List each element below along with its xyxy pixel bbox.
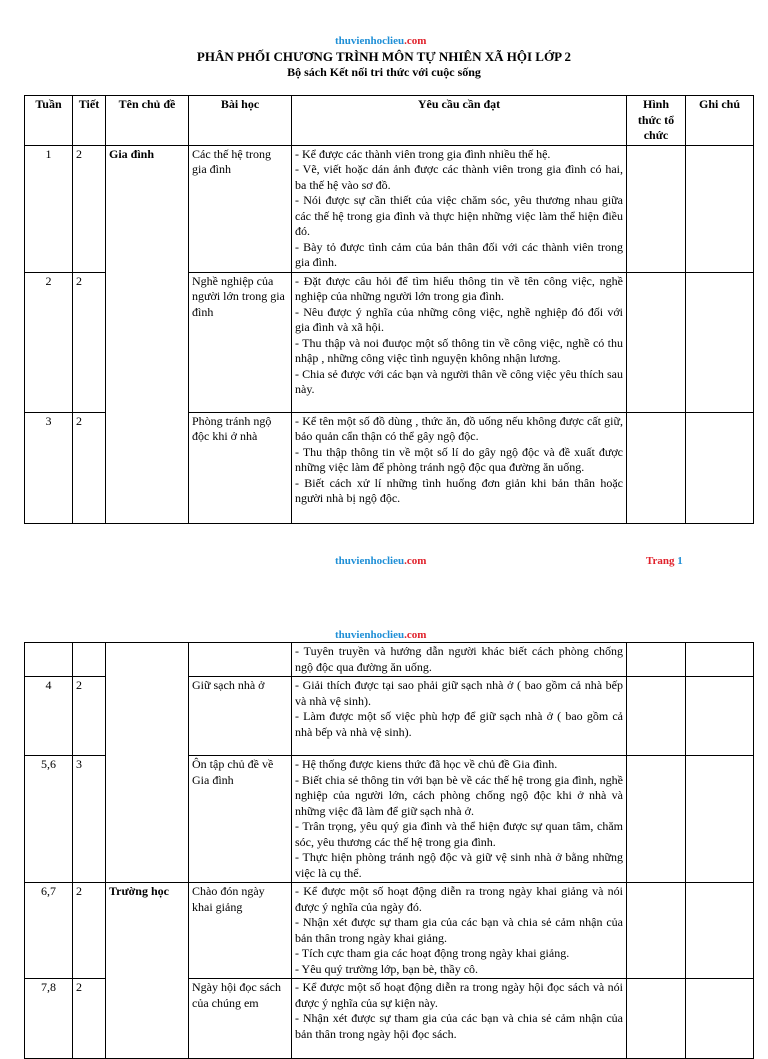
curriculum-table-page-1 xyxy=(24,95,754,524)
requirement-line: - Tuyên truyền và hướng dẫn người khác biết cách phòng chống ngộ độc qua đường ăn uống. xyxy=(295,644,623,674)
header-ghi-chu: Ghi chú xyxy=(686,96,754,146)
cell-tiet: 2 xyxy=(73,145,106,272)
cell-chu-de xyxy=(106,272,189,412)
header-tiet: Tiết xyxy=(73,96,106,146)
cell-yeu-cau xyxy=(292,643,627,677)
header-bai-hoc: Bài học xyxy=(189,96,292,146)
cell-bai-hoc xyxy=(189,643,292,677)
cell-bai-hoc: Chào đón ngày khai giảng xyxy=(189,883,292,979)
cell-chu-de xyxy=(106,756,189,883)
cell-bai-hoc: Nghề nghiệp của người lớn trong gia đình xyxy=(189,272,292,412)
header-hinh-thuc: Hình thức tổ chức xyxy=(627,96,686,146)
requirement-line: - Kể được một số hoạt động diễn ra trong ngày khai giảng và nói được ý nghĩa của ngày đó. xyxy=(295,884,623,914)
cell-chu-de: Trường học xyxy=(106,883,189,979)
cell-hinh-thuc xyxy=(627,272,686,412)
cell-ghi-chu xyxy=(686,643,754,677)
cell-ghi-chu xyxy=(686,412,754,523)
requirement-line: - Làm được một số việc phù hợp để giữ sạch nhà ở ( bao gồm cả nhà bếp và nhà vệ sinh). xyxy=(295,709,623,739)
requirement-line: - Thực hiện phòng tránh ngộ độc và giữ vệ sinh nhà ở bằng những việc là cụ thể. xyxy=(295,850,623,880)
cell-yeu-cau xyxy=(292,272,627,412)
cell-yeu-cau xyxy=(292,883,627,979)
requirement-line: - Thu thập và noi đuưọc một số thông tin về công việc, nghề có thu nhập , những công việc tình nguyện không nhận lương. xyxy=(295,335,623,365)
table-row xyxy=(25,272,754,412)
requirement-line: - Kể tên một số đồ dùng , thức ăn, đồ uống nếu không được cất giữ, bảo quản cẩn thận có thể gây ngộ độc. xyxy=(295,413,623,443)
cell-chu-de xyxy=(106,979,189,1059)
table-row xyxy=(25,677,754,756)
cell-hinh-thuc xyxy=(627,643,686,677)
cell-bai-hoc: Ôn tập chủ đề về Gia đình xyxy=(189,756,292,883)
cell-yeu-cau xyxy=(292,145,627,272)
cell-ghi-chu xyxy=(686,272,754,412)
cell-ghi-chu xyxy=(686,979,754,1059)
cell-ghi-chu xyxy=(686,756,754,883)
cell-chu-de xyxy=(106,412,189,523)
header-yeu-cau: Yêu cầu cần đạt xyxy=(292,96,627,146)
requirement-line: - Hệ thống được kiens thức đã học về chủ đề Gia đình. xyxy=(295,757,558,771)
cell-ghi-chu xyxy=(686,883,754,979)
requirement-line: - Biết cách xử lí những tình huống đơn giản khi bản thân hoặc người nhà bị ngộ độc. xyxy=(295,475,623,505)
cell-chu-de: Gia đình xyxy=(106,145,189,272)
cell-yeu-cau xyxy=(292,412,627,523)
cell-ghi-chu xyxy=(686,677,754,756)
cell-hinh-thuc xyxy=(627,756,686,883)
cell-tuan: 1 xyxy=(25,145,73,272)
requirement-line: - Trân trọng, yêu quý gia đình và thể hiện được sự quan tâm, chăm sóc, yêu thương các thế hệ trong gia đình. xyxy=(295,819,623,849)
document-subtitle: Bộ sách Kết nối tri thức với cuộc sống xyxy=(287,65,481,79)
cell-hinh-thuc xyxy=(627,883,686,979)
requirement-line: - Vẽ, viết hoặc dán ảnh được các thành viên trong gia đình có hai, ba thế hệ vào sơ đồ. xyxy=(295,162,623,192)
table-row xyxy=(25,412,754,523)
cell-tiet xyxy=(73,643,106,677)
cell-tiet: 2 xyxy=(73,677,106,756)
cell-tuan: 7,8 xyxy=(25,979,73,1059)
requirement-line: - Chia sẻ được với các bạn và người thân về công việc yêu thích sau này. xyxy=(295,366,623,396)
requirement-line: - Kể được các thành viên trong gia đình nhiều thế hệ. xyxy=(295,146,551,161)
requirement-line: - Yêu quý trường lớp, bạn bè, thầy cô. xyxy=(295,961,479,976)
cell-tuan: 6,7 xyxy=(25,883,73,979)
cell-yeu-cau xyxy=(292,756,627,883)
cell-hinh-thuc xyxy=(627,412,686,523)
cell-bai-hoc: Giữ sạch nhà ở xyxy=(189,677,292,756)
requirement-line: - Kể được một số hoạt động diễn ra trong ngày hội đọc sách và nói được ý nghĩa của sự kiện này. xyxy=(295,980,623,1010)
requirement-line: - Tích cực tham gia các hoạt động trong ngày khai giảng. xyxy=(295,946,570,960)
cell-bai-hoc: Ngày hội đọc sách của chúng em xyxy=(189,979,292,1059)
requirement-line: - Biết chia sẻ thông tin với bạn bè về các thế hệ trong gia đình, nghề nghiệp của người lớn, cách phòng chống ngộ độc khi ở nhà và những việc đã làm để giữ sạch nhà ở. xyxy=(295,772,623,818)
cell-chu-de xyxy=(106,677,189,756)
cell-tuan xyxy=(25,643,73,677)
cell-bai-hoc: Các thế hệ trong gia đình xyxy=(189,145,292,272)
cell-tiet: 2 xyxy=(73,272,106,412)
requirement-line: - Bày tỏ được tình cảm của bản thân đối với các thành viên trong gia đình. xyxy=(295,239,623,269)
table-row xyxy=(25,756,754,883)
cell-bai-hoc: Phòng tránh ngộ độc khi ở nhà xyxy=(189,412,292,523)
requirement-line: - Nhận xét được sự tham gia của các bạn và chia sẻ cảm nhận của bản thân trong ngày hội đọc sách. xyxy=(295,1011,623,1041)
cell-tiet: 3 xyxy=(73,756,106,883)
curriculum-table-page-2 xyxy=(24,642,754,1059)
cell-yeu-cau xyxy=(292,677,627,756)
cell-tuan: 2 xyxy=(25,272,73,412)
requirement-line: - Giải thích được tại sao phải giữ sạch nhà ở ( bao gồm cả nhà bếp và nhà vệ sinh). xyxy=(295,678,623,708)
table-row xyxy=(25,979,754,1059)
table-row xyxy=(25,643,754,677)
cell-hinh-thuc xyxy=(627,979,686,1059)
cell-tuan: 5,6 xyxy=(25,756,73,883)
cell-ghi-chu xyxy=(686,145,754,272)
table-header-row xyxy=(25,96,754,146)
cell-hinh-thuc xyxy=(627,145,686,272)
site-watermark: thuvienhoclieu.com xyxy=(335,35,427,47)
requirement-line: - Nêu được ý nghĩa của những công việc, nghề nghiệp đó đối với gia đình và xã hội. xyxy=(295,304,623,334)
footer-site-watermark: thuvienhoclieu.com xyxy=(335,555,427,567)
cell-chu-de xyxy=(106,643,189,677)
table-row xyxy=(25,883,754,979)
header-tuan: Tuần xyxy=(25,96,73,146)
table-row xyxy=(25,145,754,272)
cell-tuan: 3 xyxy=(25,412,73,523)
cell-hinh-thuc xyxy=(627,677,686,756)
requirement-line: - Thu thập thông tin về một số lí do gây ngộ độc và đề xuất được những việc làm để phòng tránh ngộ độc qua đường ăn uống. xyxy=(295,444,623,474)
requirement-line: - Đặt được câu hỏi để tìm hiểu thông tin về tên công việc, nghề nghiệp của những người lớn trong gia đình. xyxy=(295,273,623,303)
cell-tiet: 2 xyxy=(73,412,106,523)
header-chu-de: Tên chủ đề xyxy=(106,96,189,146)
document-title: PHÂN PHỐI CHƯƠNG TRÌNH MÔN TỰ NHIÊN XÃ HỘI LỚP 2 xyxy=(196,49,572,64)
site-watermark-page-2: thuvienhoclieu.com xyxy=(335,629,427,641)
requirement-line: - Nói được sự cần thiết của việc chăm sóc, yêu thương nhau giữa các thế hệ trong gia đình và thực hiện những việc làm thể hiện điều đó. xyxy=(295,193,623,238)
cell-tuan: 4 xyxy=(25,677,73,756)
cell-tiet: 2 xyxy=(73,883,106,979)
cell-tiet: 2 xyxy=(73,979,106,1059)
page-number: Trang 1 xyxy=(646,555,683,567)
cell-yeu-cau xyxy=(292,979,627,1059)
requirement-line: - Nhận xét được sự tham gia của các bạn và chia sẻ cảm nhận của bản thân trong ngày khai giảng. xyxy=(295,915,623,945)
